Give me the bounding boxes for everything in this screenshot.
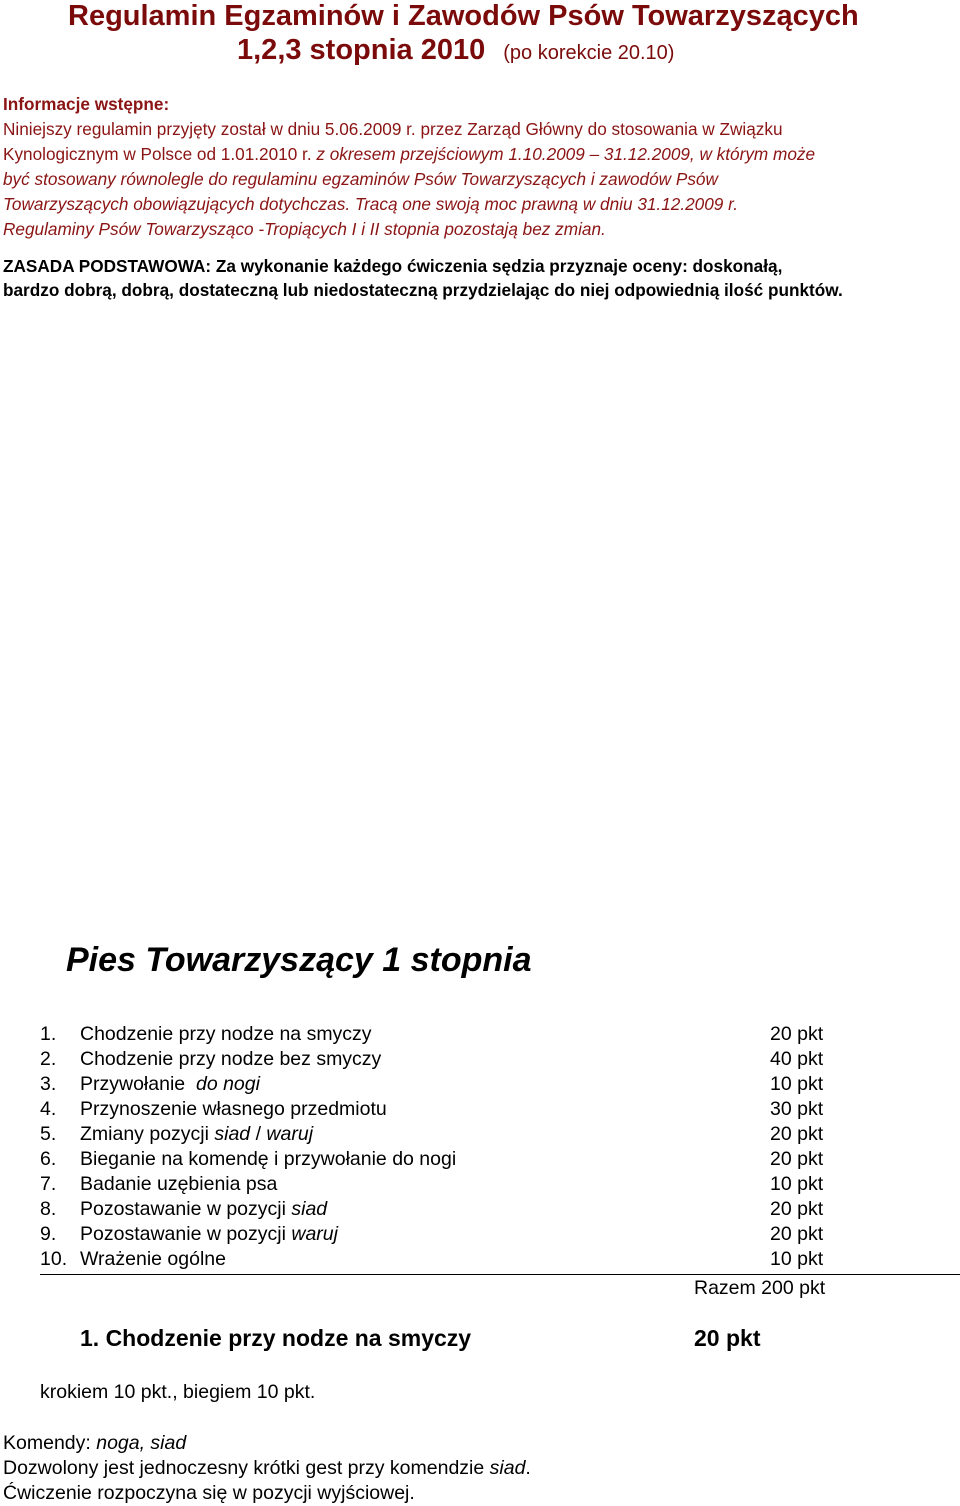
basic-rule [3,254,843,302]
exercise-heading: 1. Chodzenie przy nodze na smyczy [80,1325,472,1351]
label-text: Wrażenie ogólne [80,1248,226,1270]
label-text: Bieganie na komendę i przywołanie do nogi [80,1148,457,1170]
list-item-number: 6. [40,1148,57,1170]
commands-line [3,1431,531,1456]
list-item-number: 9. [40,1223,57,1245]
total-divider [40,1274,960,1275]
command-word: siad [214,1123,251,1145]
gesture-end: . [525,1457,531,1479]
command-word: waruj [266,1123,314,1145]
intro-heading: Informacje wstępne: [3,94,170,114]
list-item-label [80,1047,381,1072]
list-item-label [80,1222,338,1247]
list-item-points: 20 pkt [770,1223,824,1245]
intro-line [3,142,953,167]
list-item-points: 10 pkt [770,1073,824,1095]
label-text: Przynoszenie własnego przedmiotu [80,1098,387,1120]
label-text: Chodzenie przy nodze na smyczy [80,1023,372,1045]
rule-line: bardzo dobrą, dobrą, dostateczną lub niedostateczną przydzielając do niej odpowiednią ilość punktów. [3,280,843,300]
document-title-line2 [237,34,674,67]
list-item-label [80,1197,327,1222]
list-item [40,1072,840,1097]
label-text: Zmiany pozycji [80,1123,215,1145]
list-item-points: 10 pkt [770,1248,824,1270]
list-item-number: 1. [40,1023,57,1045]
list-item-points: 20 pkt [770,1148,824,1170]
intro-line: Regulaminy Psów Towarzysząco -Tropiących I i II stopnia pozostają bez zmian. [3,219,606,239]
intro-text: Kynologicznym w Polsce od 1.01.2010 r. [3,144,317,164]
list-item-label [80,1247,226,1272]
title-degree: 1,2,3 stopnia 2010 [237,34,486,66]
list-item-label [80,1022,372,1047]
list-item [40,1047,840,1072]
total-points: Razem 200 pkt [694,1277,826,1299]
list-item-label [80,1172,277,1197]
list-item-points: 30 pkt [770,1098,824,1120]
exercise-commands [3,1431,531,1506]
command-word: do nogi [195,1073,260,1095]
label-text: / [250,1123,267,1145]
list-item-number: 7. [40,1173,57,1195]
label-text: Przywołanie [80,1073,196,1095]
exercise-scoring: krokiem 10 pkt., biegiem 10 pkt. [40,1381,316,1403]
list-item [40,1247,840,1272]
label-text: Pozostawanie w pozycji [80,1198,292,1220]
document-title-line1: Regulamin Egzaminów i Zawodów Psów Towarzyszących [68,0,859,32]
list-item-label [80,1122,313,1147]
list-item-label [80,1072,260,1097]
label-text: Badanie uzębienia psa [80,1173,278,1195]
list-item-number: 5. [40,1123,57,1145]
commands-value: noga, siad [96,1432,187,1454]
list-item-number: 4. [40,1098,57,1120]
exercise-points: 20 pkt [694,1325,761,1351]
gesture-command: siad [489,1457,526,1479]
label-text: Chodzenie przy nodze bez smyczy [80,1048,382,1070]
label-text: Pozostawanie w pozycji [80,1223,292,1245]
list-item-number: 2. [40,1048,57,1070]
list-item-label [80,1147,456,1172]
section-title: Pies Towarzyszący 1 stopnia [66,941,532,979]
gesture-text: Dozwolony jest jednoczesny krótki gest przy komendzie [3,1457,490,1479]
intro-line: Towarzyszących obowiązujących dotychczas. Tracą one swoją moc prawną w dniu 31.12.2009 r. [3,194,738,214]
intro-section [3,92,953,242]
commands-label: Komendy: [3,1432,97,1454]
list-item-number: 10. [40,1248,68,1270]
list-item [40,1197,840,1222]
list-item [40,1172,840,1197]
start-position-line: Ćwiczenie rozpoczyna się w pozycji wyjściowej. [3,1482,415,1504]
intro-line: Niniejszy regulamin przyjęty został w dniu 5.06.2009 r. przez Zarząd Główny do stosowania w Związku [3,119,783,139]
list-item [40,1097,840,1122]
list-item-number: 8. [40,1198,57,1220]
title-correction-note: (po korekcie 20.10) [503,42,675,64]
list-item-points: 20 pkt [770,1198,824,1220]
command-word: siad [291,1198,328,1220]
intro-line: być stosowany równolegle do regulaminu egzaminów Psów Towarzyszących i zawodów Psów [3,169,718,189]
list-item [40,1022,840,1047]
list-item-points: 10 pkt [770,1173,824,1195]
list-item-points: 40 pkt [770,1048,824,1070]
rule-line: ZASADA PODSTAWOWA: Za wykonanie każdego ćwiczenia sędzia przyznaje oceny: doskonałą, [3,256,783,276]
list-item-points: 20 pkt [770,1023,824,1045]
list-item-label [80,1097,387,1122]
list-item-points: 20 pkt [770,1123,824,1145]
list-item [40,1147,840,1172]
list-item [40,1222,840,1247]
gesture-line [3,1456,531,1481]
command-word: waruj [291,1223,338,1245]
list-item [40,1122,840,1147]
list-item-number: 3. [40,1073,57,1095]
intro-text-italic: z okresem przejściowym 1.10.2009 – 31.12.2009, w którym może [316,144,816,164]
